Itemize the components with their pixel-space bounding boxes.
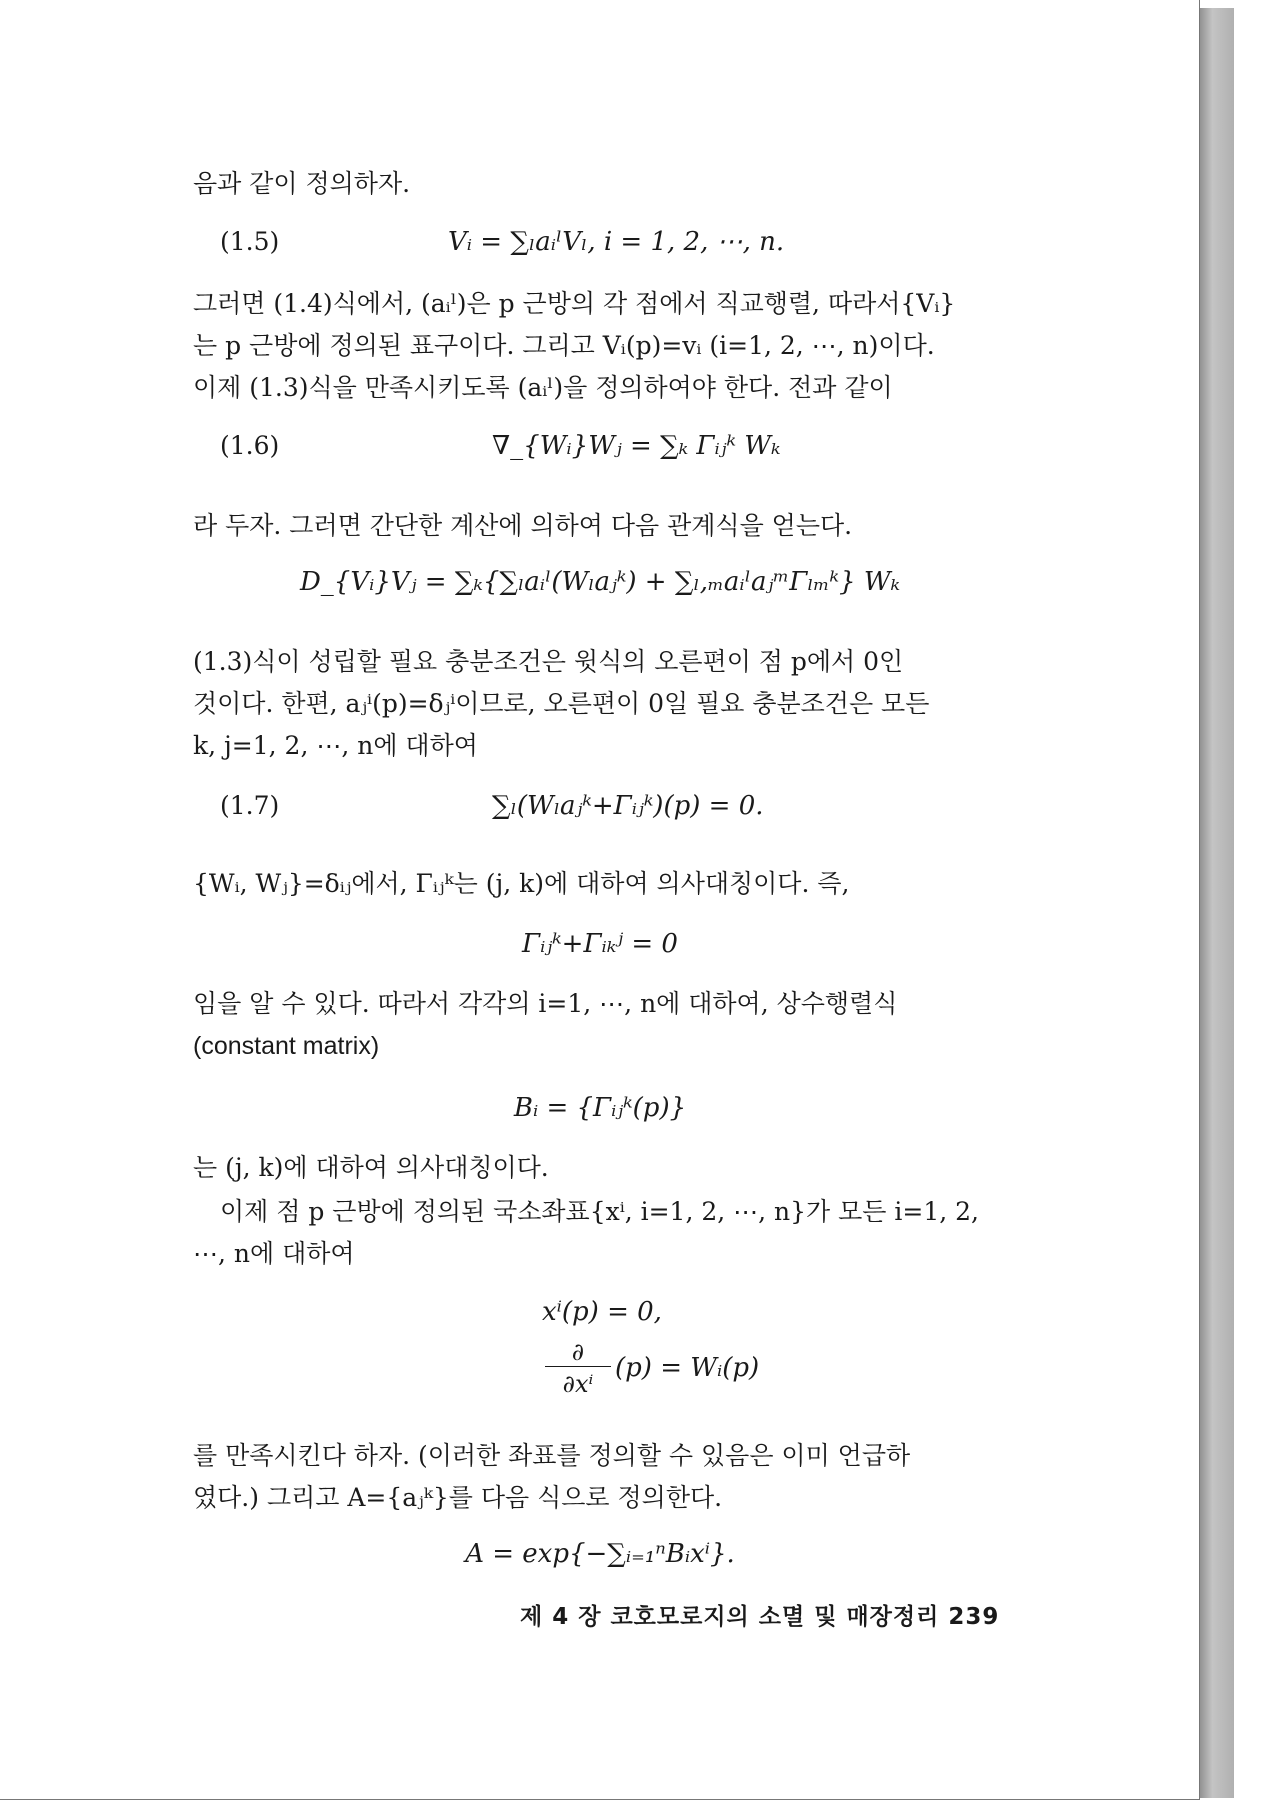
equation-B: Bᵢ = {Γᵢⱼᵏ(p)}: [513, 1093, 687, 1123]
text-line: ⋯, n에 대하여: [193, 1239, 355, 1268]
text-line: k, j=1, 2, ⋯, n에 대하여: [193, 731, 478, 760]
equation-x: xⁱ(p) = 0,: [542, 1297, 662, 1327]
derivative-denominator: ∂xⁱ: [562, 1370, 594, 1398]
page-footer: 제 4 장 코호모로지의 소멸 및 매장정리 239: [520, 1604, 1000, 1630]
text-line: 는 (j, k)에 대하여 의사대칭이다.: [193, 1153, 549, 1182]
equation-A: A = exp{−∑ᵢ₌₁ⁿBᵢxⁱ}.: [465, 1539, 735, 1569]
text-line: (1.3)식이 성립할 필요 충분조건은 윗식의 오른편이 점 p에서 0인: [193, 647, 904, 676]
text-line: 임을 알 수 있다. 따라서 각각의 i=1, ⋯, n에 대하여, 상수행렬식: [193, 989, 898, 1018]
text-line: (constant matrix): [193, 1032, 380, 1060]
text-line: 이제 점 p 근방에 정의된 국소좌표{xⁱ, i=1, 2, ⋯, n}가 모든 i=1, 2,: [220, 1197, 979, 1226]
equation-1-6: ∇_{Wᵢ}Wⱼ = ∑ₖ Γᵢⱼᵏ Wₖ: [492, 431, 781, 461]
equation-number: (1.5): [220, 227, 280, 256]
equation-1-7: ∑ₗ(Wₗaⱼᵏ+Γᵢⱼᵏ)(p) = 0.: [492, 791, 764, 821]
text-line: 였다.) 그리고 A={aⱼᵏ}를 다음 식으로 정의한다.: [193, 1483, 723, 1512]
equation-number: (1.6): [220, 431, 280, 460]
derivative-numerator: ∂: [545, 1338, 611, 1367]
text-line: 이제 (1.3)식을 만족시키도록 (aᵢˡ)을 정의하여야 한다. 전과 같이: [193, 373, 893, 402]
text-line: 는 p 근방에 정의된 표구이다. 그리고 Vᵢ(p)=vᵢ (i=1, 2, ⋯, n)이다.: [193, 331, 935, 360]
text-line: 그러면 (1.4)식에서, (aᵢˡ)은 p 근방의 각 점에서 직교행렬, 따라서{Vᵢ}: [193, 289, 956, 318]
text-line: 것이다. 한편, aⱼⁱ(p)=δⱼⁱ이므로, 오른편이 0일 필요 충분조건은 모든: [193, 689, 930, 718]
page-edge-shadow: [1198, 8, 1234, 1798]
equation-number: (1.7): [220, 791, 280, 820]
equation-D: D_{Vᵢ}Vⱼ = ∑ₖ{∑ₗaᵢˡ(Wₗaⱼᵏ) + ∑ₗ,ₘaᵢˡaⱼᵐΓₗₘᵏ} Wₖ: [299, 567, 901, 597]
text-line: 음과 같이 정의하자.: [193, 169, 411, 198]
equation-1-5: Vᵢ = ∑ₗaᵢˡVₗ, i = 1, 2, ⋯, n.: [448, 227, 785, 257]
text-line: 라 두자. 그러면 간단한 계산에 의하여 다음 관계식을 얻는다.: [193, 511, 853, 540]
text-line: 를 만족시킨다 하자. (이러한 좌표를 정의할 수 있음은 이미 언급하: [193, 1441, 911, 1470]
text-line: {Wᵢ, Wⱼ}=δᵢⱼ에서, Γᵢⱼᵏ는 (j, k)에 대하여 의사대칭이다. 즉,: [193, 869, 850, 898]
derivative-rest: (p) = Wᵢ(p): [615, 1353, 760, 1383]
equation-gamma: Γᵢⱼᵏ+Γᵢₖʲ = 0: [522, 929, 678, 959]
